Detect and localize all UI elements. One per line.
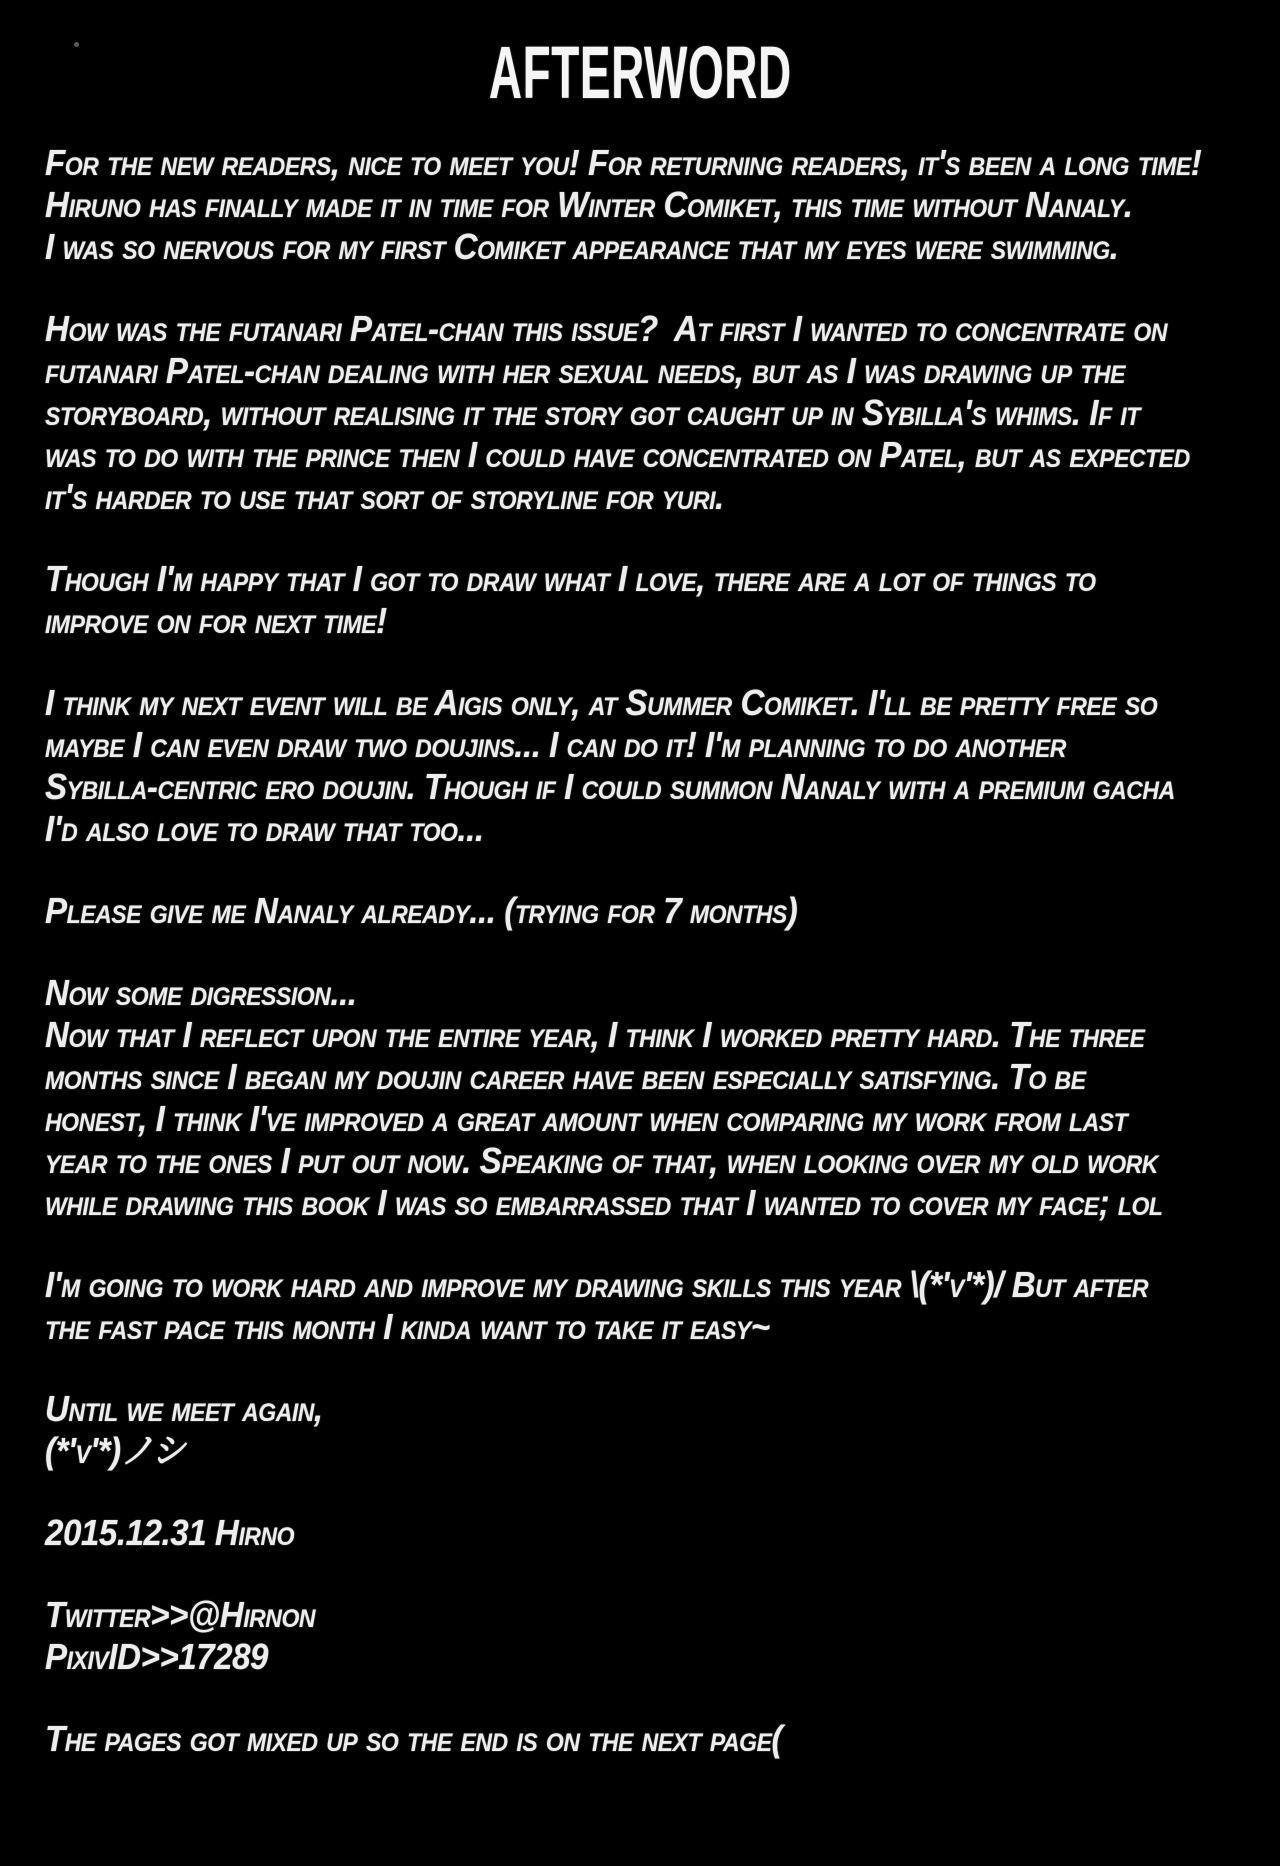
paragraph [45,1264,1250,1348]
text-line: while drawing this book I was so embarrassed that I wanted to cover my face; lol [45,1182,1163,1223]
text-line: Now some digression... [45,972,357,1013]
text-line: 2015.12.31 Hirno [45,1512,295,1553]
text-line: Until we meet again, [45,1388,323,1429]
text-line: I'm going to work hard and improve my drawing skills this year \(*'v'*)/ But after [45,1264,1149,1305]
text-line: For the new readers, nice to meet you! For returning readers, it's been a long time! [45,142,1202,183]
text-line: year to the ones I put out now. Speaking of that, when looking over my old work [45,1140,1158,1181]
text-line: I was so nervous for my first Comiket appearance that my eyes were swimming. [45,226,1119,267]
text-line: maybe I can even draw two doujins... I can do it! I'm planning to do another [45,724,1066,765]
text-line: I'd also love to draw that too... [45,808,484,849]
text-line: Twitter>>@Hirnon [45,1594,316,1635]
page-title-row [0,31,1280,114]
text-line: storyboard, without realising it the story got caught up in Sybilla's whims. If it [45,392,1140,433]
text-line: futanari Patel-chan dealing with her sexual needs, but as I was drawing up the [45,350,1125,391]
text-line: months since I began my doujin career have been especially satisfying. To be [45,1056,1086,1097]
page-title: AFTERWORD [488,31,792,114]
text-line: improve on for next time! [45,600,387,641]
text-line: Sybilla-centric ero doujin. Though if I could summon Nanaly with a premium gacha [45,766,1175,807]
text-line: Please give me Nanaly already... (trying for 7 months) [45,890,798,931]
text-line: Hiruno has finally made it in time for Winter Comiket, this time without Nanaly. [45,184,1133,225]
text-line: Now that I reflect upon the entire year, I think I worked pretty hard. The three [45,1014,1145,1055]
text-line: I think my next event will be Aigis only, at Summer Comiket. I'll be pretty free so [45,682,1158,723]
text-line: PixivID>>17289 [45,1636,269,1677]
paragraph [45,1512,1250,1554]
paragraph [45,1388,1250,1472]
scan-artifact-dot [74,42,79,47]
text-line: (*'v'*)ノシ [45,1430,185,1471]
text-line: The pages got mixed up so the end is on the next page( [45,1718,783,1759]
paragraph [45,972,1250,1224]
paragraph [45,308,1250,518]
paragraph [45,142,1250,268]
paragraph [45,1594,1250,1678]
text-line: honest, I think I've improved a great amount when comparing my work from last [45,1098,1128,1139]
text-line: it's harder to use that sort of storyline for yuri. [45,476,724,517]
text-line: the fast pace this month I kinda want to take it easy~ [45,1306,770,1347]
text-line: How was the futanari Patel-chan this issue? At first I wanted to concentrate on [45,308,1167,349]
paragraph [45,1718,1250,1760]
paragraph [45,890,1250,932]
text-line: was to do with the prince then I could have concentrated on Patel, but as expected [45,434,1190,475]
paragraph [45,682,1250,850]
paragraph [45,558,1250,642]
text-line: Though I'm happy that I got to draw what I love, there are a lot of things to [45,558,1096,599]
afterword-body [0,142,1280,1760]
